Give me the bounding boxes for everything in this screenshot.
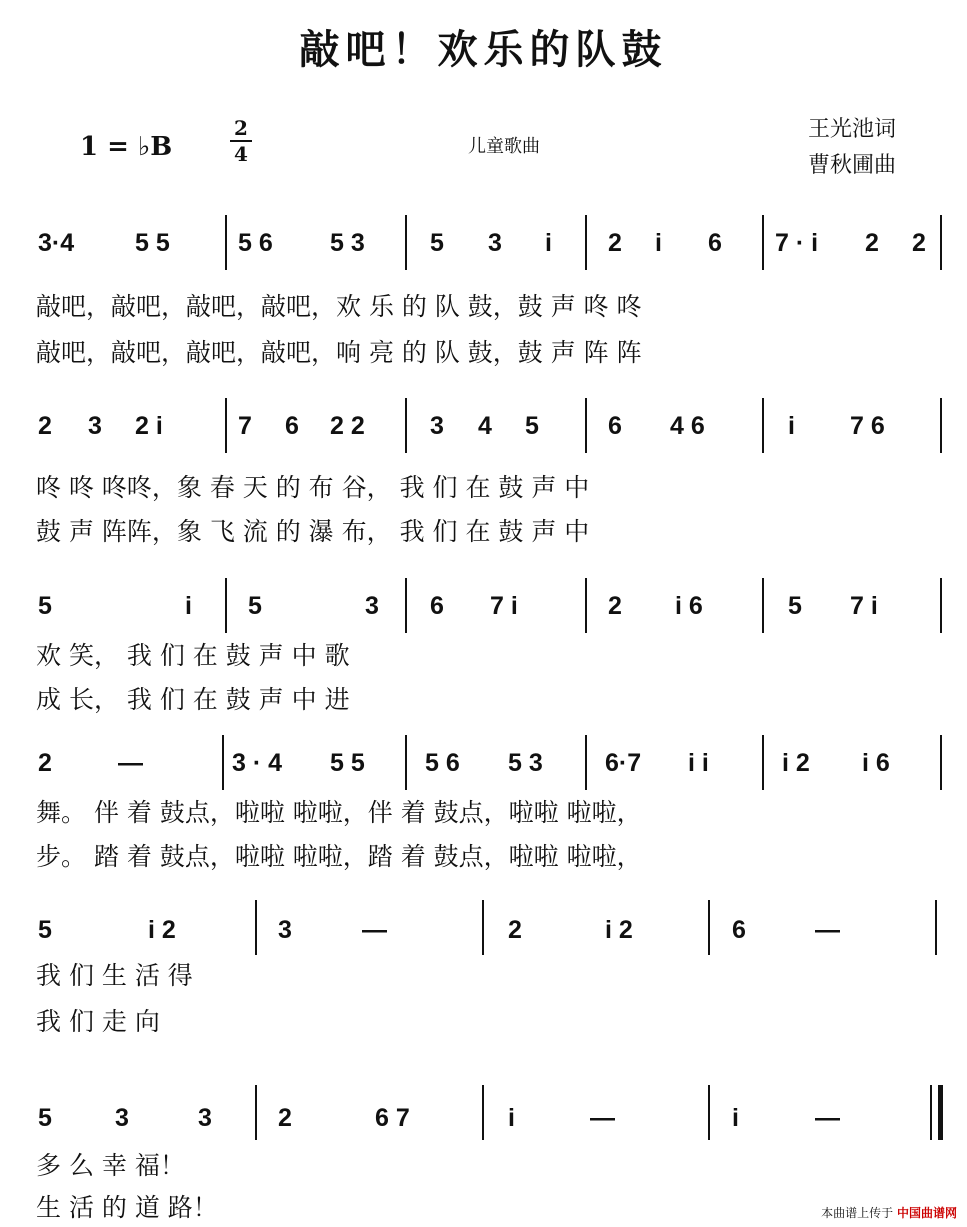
composer-credit: 曹秋圃曲 [808,153,897,178]
note: 3 [88,412,102,440]
time-denominator: 4 [234,142,248,166]
note: 6 [430,592,444,620]
lyrics-verse-2: 生 活 的 道 路！ [36,1193,218,1222]
note-group: 7 6 [850,412,885,440]
lyrics-verse-1: 敲吧，敲吧，敲吧，敲吧，欢 乐 的 队 鼓，鼓 声 咚 咚 [36,292,642,321]
note: 3 [430,412,444,440]
note: 5 [38,592,52,620]
note-group: i 6 [862,749,890,777]
note-group: 4 6 [670,412,705,440]
note-dash: — [590,1104,615,1132]
note: 2 [608,229,622,257]
key-signature: 1 = ♭B [80,132,173,162]
lyrics-verse-1: 多 么 幸 福！ [36,1151,185,1180]
note: 5 [38,916,52,944]
note: 5 [525,412,539,440]
lyrics-verse-1: 我 们 生 活 得 [36,961,193,990]
note: 4 [478,412,492,440]
lyrics-verse-2: 敲吧，敲吧，敲吧，敲吧，响 亮 的 队 鼓，鼓 声 阵 阵 [36,338,642,367]
note: i [508,1104,515,1132]
lyrics-verse-1: 欢 笑， 我 们 在 鼓 声 中 歌 [36,641,350,670]
note-group: 2 i [135,412,163,440]
note-group: 5 3 [330,229,365,257]
note-group: 7 i [850,592,878,620]
lyrics-verse-2: 成 长， 我 们 在 鼓 声 中 进 [36,685,350,714]
note: 2 [38,749,52,777]
note-group: 7 · i [775,229,819,257]
note-group: 3 · 4 [232,749,283,777]
note: 3 [365,592,379,620]
note-group: i i [688,749,709,777]
note: 2 [912,229,926,257]
note-group: i 2 [605,916,633,944]
note-group: i 6 [675,592,703,620]
lyricist-credit: 王光池词 [808,117,897,142]
note-group: 5 6 [425,749,460,777]
note-group: 5 5 [135,229,170,257]
note-group: 2 2 [330,412,365,440]
note: 5 [430,229,444,257]
time-numerator: 2 [234,116,248,140]
note: 2 [508,916,522,944]
note: 6 [285,412,299,440]
note: 2 [278,1104,292,1132]
note-group: i 2 [782,749,810,777]
note-dash: — [815,916,840,944]
note: i [788,412,795,440]
note-group: 6·7 [605,749,642,777]
lyrics-verse-2: 鼓 声 阵阵，象 飞 流 的 瀑 布， 我 们 在 鼓 声 中 [36,517,590,546]
lyrics-verse-1: 舞。 伴 着 鼓点，啦啦 啦啦，伴 着 鼓点，啦啦 啦啦， [36,798,642,827]
lyrics-verse-1: 咚 咚 咚咚，象 春 天 的 布 谷， 我 们 在 鼓 声 中 [36,473,590,502]
note: 6 [708,229,722,257]
note: 2 [608,592,622,620]
note-dash: — [815,1104,840,1132]
site-logo: 中国曲谱网 [896,1206,957,1220]
note-group: i 2 [148,916,176,944]
lyrics-verse-2: 我 们 走 向 [36,1007,160,1036]
note: 5 [38,1104,52,1132]
note: 2 [865,229,879,257]
lyrics-verse-2: 步。 踏 着 鼓点，啦啦 啦啦，踏 着 鼓点，啦啦 啦啦， [36,842,642,871]
note-group: 5 5 [330,749,365,777]
note-group: 5 3 [508,749,543,777]
note: 3 [488,229,502,257]
footer-credit [821,1204,957,1221]
note: i [732,1104,739,1132]
note: 6 [732,916,746,944]
note: 5 [788,592,802,620]
song-title: 敲吧！欢乐的队鼓 [299,26,668,73]
note: i [655,229,662,257]
note: i [185,592,192,620]
genre-label: 儿童歌曲 [468,136,540,157]
note-group: 5 6 [238,229,273,257]
note: 6 [608,412,622,440]
note-group: 3·4 [38,229,75,257]
note: 7 [238,412,252,440]
note-dash: — [118,749,143,777]
note: 5 [248,592,262,620]
note: 3 [198,1104,212,1132]
footer-text: 本曲谱上传于 [821,1206,894,1220]
note-dash: — [362,916,387,944]
note: 3 [115,1104,129,1132]
note: i [545,229,552,257]
time-signature [230,118,252,164]
note: 3 [278,916,292,944]
note-group: 6 7 [375,1104,410,1132]
note: 2 [38,412,52,440]
note-group: 7 i [490,592,518,620]
